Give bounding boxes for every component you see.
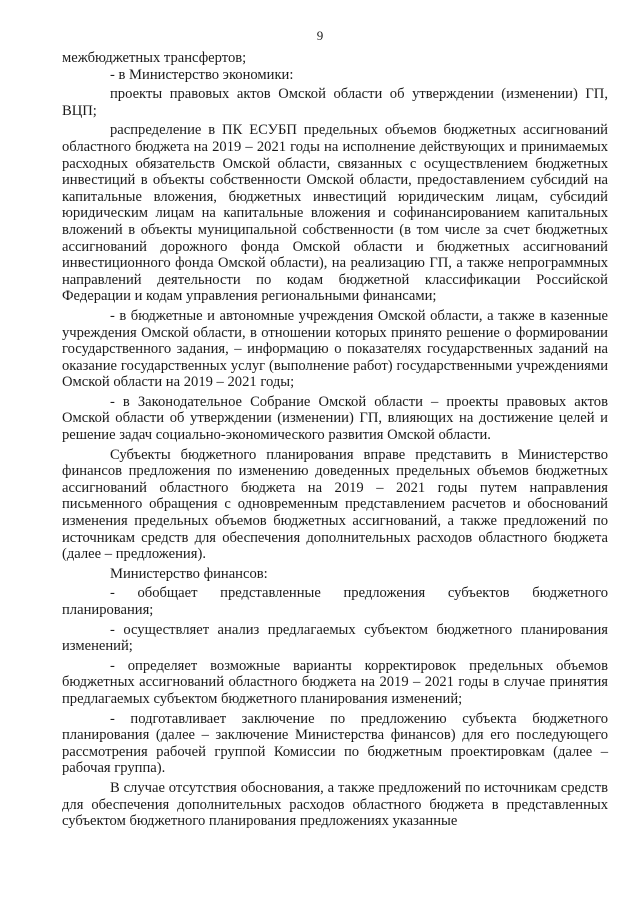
paragraph-2: - в Министерство экономики: <box>110 66 294 83</box>
paragraph-6: - в Законодательное Собрание Омской области – проекты правовых актов Омской области об утверждении (изменении) ГП, влияющих на достижение целей и решение задач социально-экономического развития Омской области. <box>62 393 608 444</box>
paragraph-10: - осуществляет анализ предлагаемых субъектом бюджетного планирования изменений; <box>62 621 608 655</box>
paragraph-4: распределение в ПК ЕСУБП предельных объемов бюджетных ассигнований областного бюджета на 2019 – 2021 годы на исполнение действующих и принимаемых расходных обязательств Омской области, связанных с осуществлением бюджетных инвестиций в объекты собственности Омской области, предоставлением субсидий на капитальные вложения, бюджетных инвестиций юридическим лицам, субсидий юридическим лицам на капитальные вложения и софинансированием капитальных вложений в объекты муниципальной собственности (в том числе за счет бюджетных ассигнований дорожного фонда Омской области и бюджетных ассигнований инвестиционного фонда Омской области), на реализацию ГП, а также непрограммных направлений деятельности по кодам бюджетной классификации Российской Федерации и кодам управления региональными финансами; <box>62 122 608 305</box>
paragraph-11: - определяет возможные варианты корректировок предельных объемов бюджетных ассигнований областного бюджета на 2019 – 2021 годы в случае принятия предлагаемых субъектом бюджетного планирования изменений; <box>62 657 608 707</box>
document-body <box>62 50 608 830</box>
paragraph-13: В случае отсутствия обоснования, а также предложений по источникам средств для обеспечения дополнительных расходов областного бюджета в представленных субъектом бюджетного планирования предложениях указанные <box>62 779 608 830</box>
paragraph-9: - обобщает представленные предложения субъектов бюджетного планирования; <box>62 585 608 618</box>
paragraph-5: - в бюджетные и автономные учреждения Омской области, а также в казенные учреждения Омской области, в отношении которых принято решение о формировании государственного задания, – информацию о показателях государственных заданий на оказание государственных услуг (выполнение работ) государственными учреждениями Омской области на 2019 – 2021 годы; <box>62 307 608 391</box>
paragraph-1: межбюджетных трансфертов; <box>62 50 247 66</box>
paragraph-7: Субъекты бюджетного планирования вправе представить в Министерство финансов предложения по изменению доведенных предельных объемов бюджетных ассигнований областного бюджета на 2019 – 2021 годы путем направления письменного обращения с одновременным представлением расчетов и обоснований изменения предельных объемов бюджетных ассигнований, а также предложений по источникам средств для обеспечения дополнительных расходов областного бюджета (далее – предложения). <box>62 446 608 563</box>
paragraph-12: - подготавливает заключение по предложению субъекта бюджетного планирования (далее – заключение Министерства финансов) для его последующего рассмотрения рабочей группой Комиссии по бюджетным проектировкам (далее – рабочая группа). <box>62 710 608 777</box>
page-number: 9 <box>316 28 324 43</box>
paragraph-3: проекты правовых актов Омской области об утверждении (изменении) ГП, ВЦП; <box>62 86 608 119</box>
paragraph-8: Министерство финансов: <box>110 565 268 582</box>
